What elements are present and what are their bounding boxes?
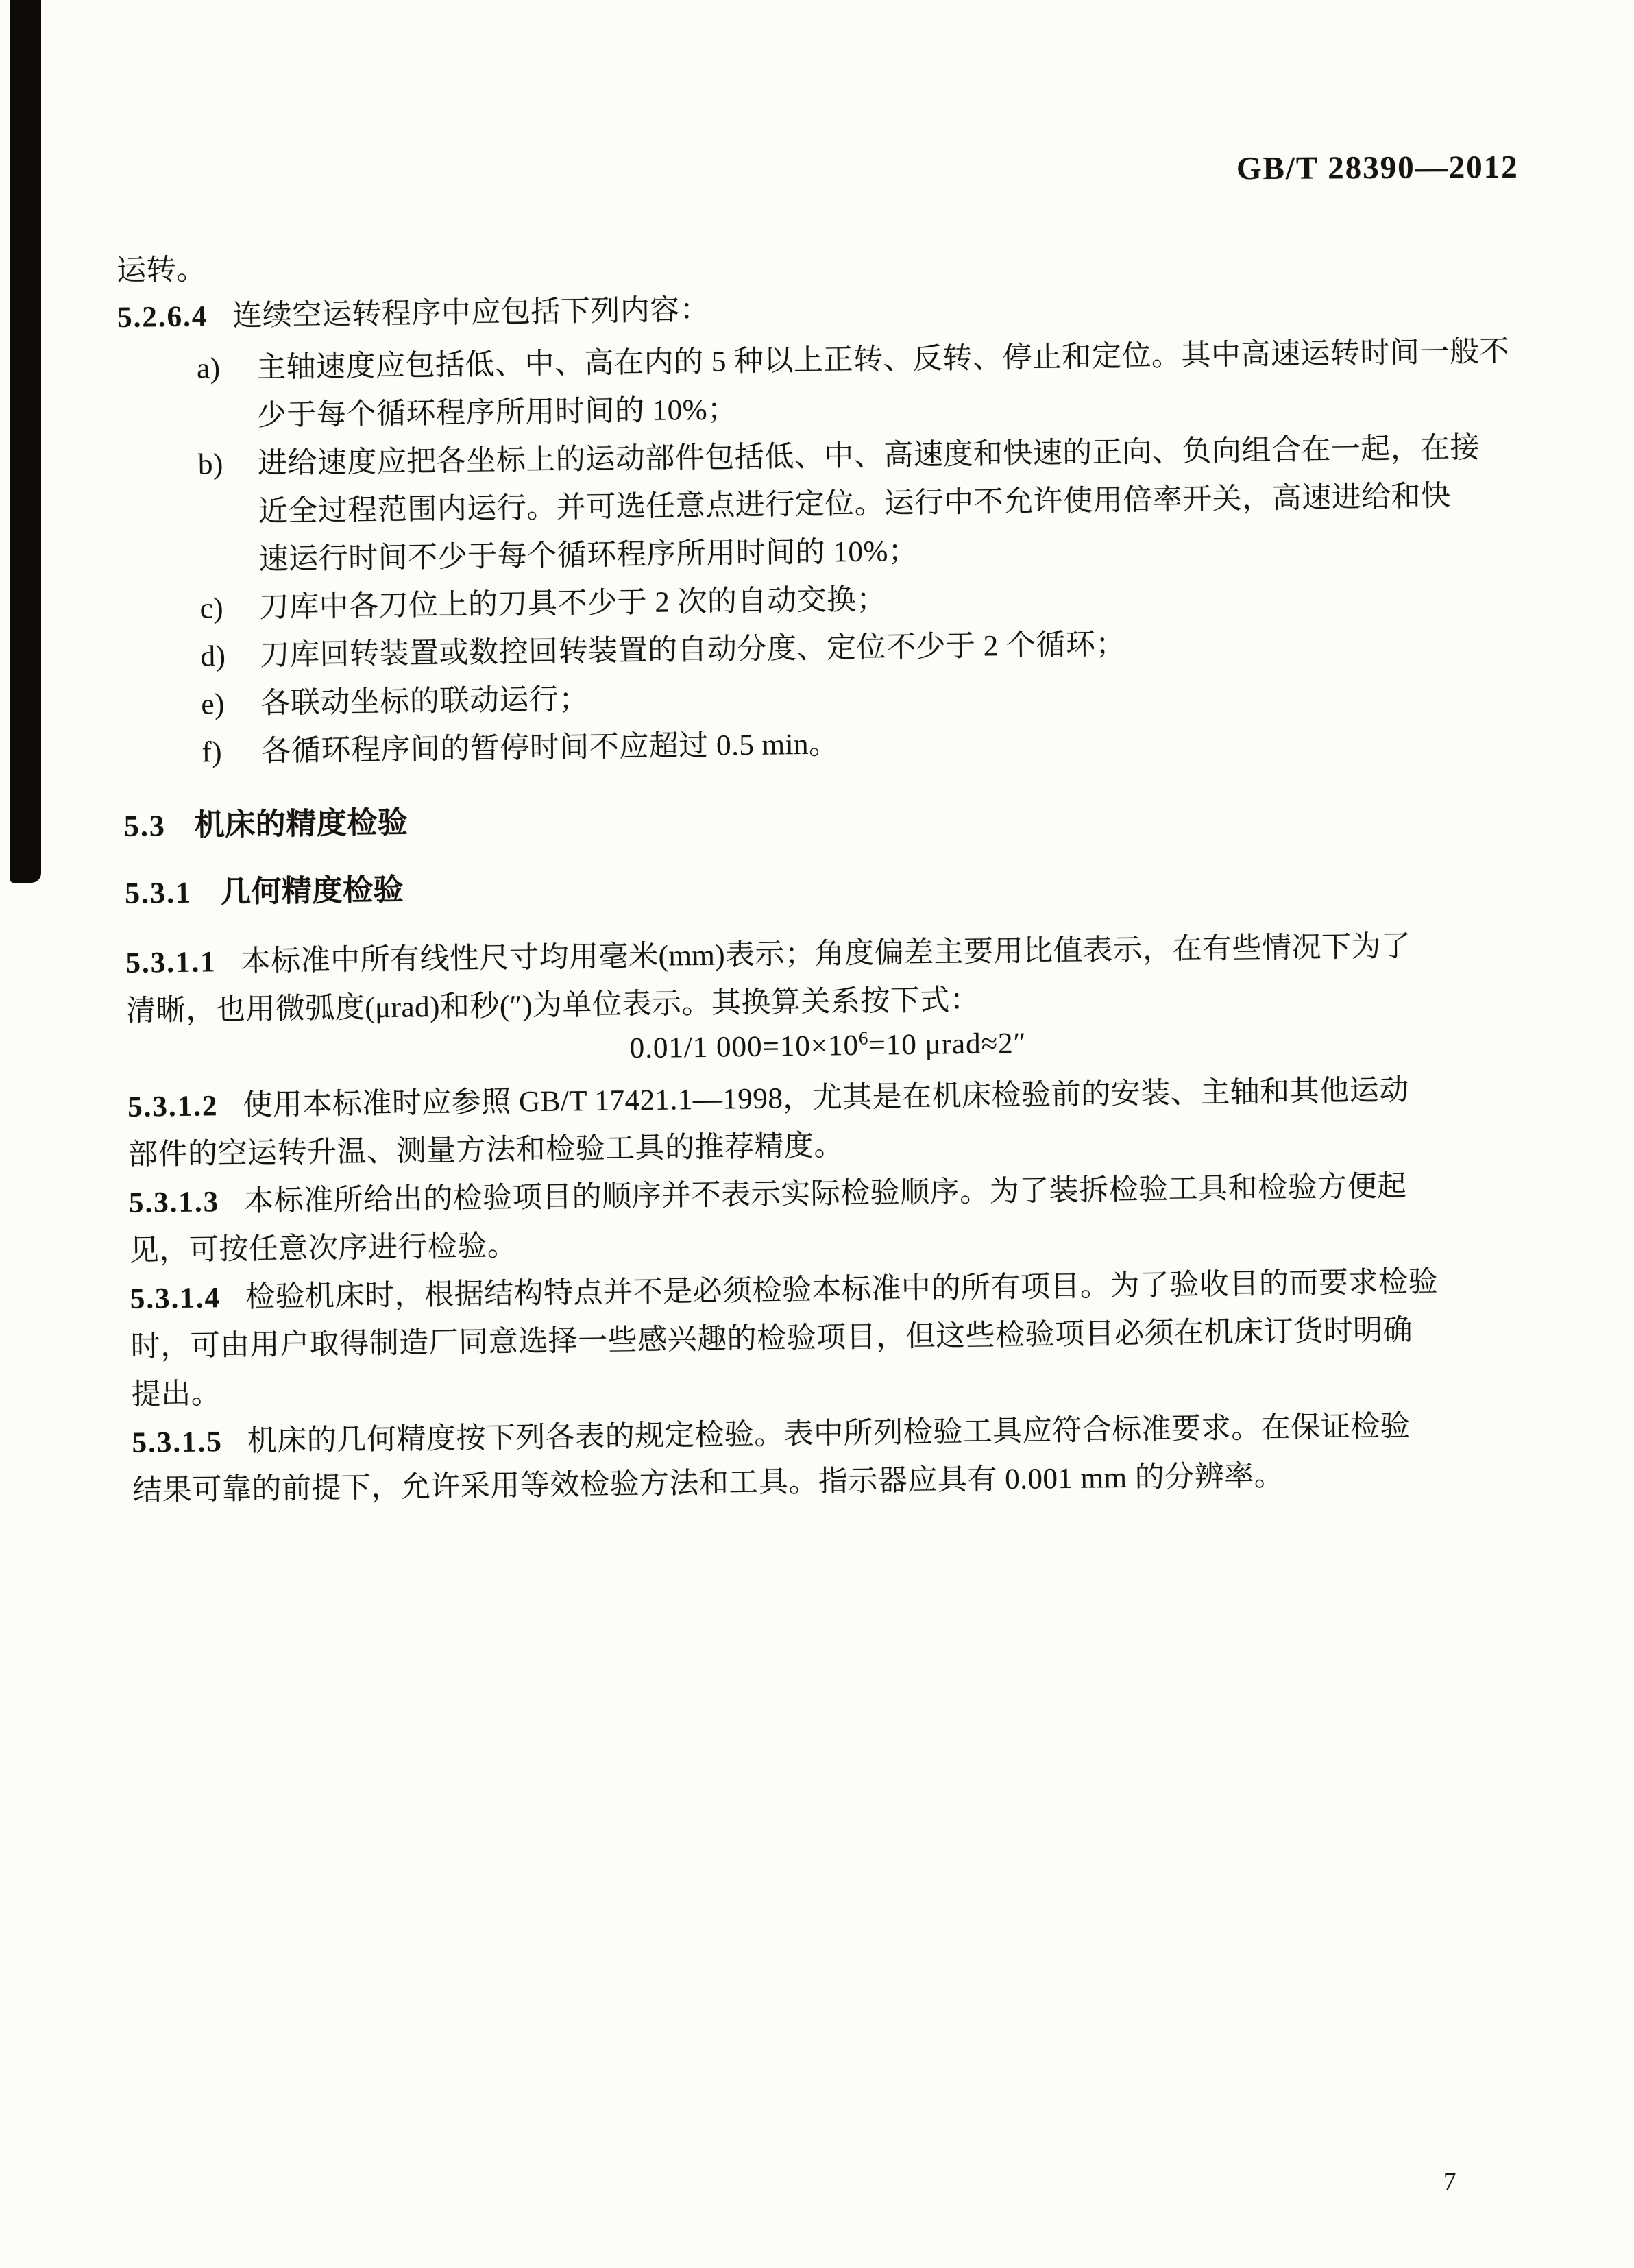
list-item-text: 少于每个循环程序所用时间的 10%； — [256, 393, 737, 432]
clause-text: 使用本标准时应参照 GB/T 17421.1—1998，尤其是在机床检验前的安装、主轴和其他运动 — [243, 1074, 1409, 1122]
section-number: 5.3.1 — [124, 875, 193, 910]
standard-code: GB/T 28390—2012 — [1236, 149, 1520, 187]
clause-title: 连续空运转程序中应包括下列内容： — [232, 293, 710, 332]
list-item-label: c) — [199, 592, 224, 625]
list-item-label: b) — [197, 448, 224, 481]
formula-suffix: =10 μrad≈2″ — [868, 1027, 1027, 1062]
list-item-label: a) — [196, 352, 221, 385]
list-item-text: 进给速度应把各坐标上的运动部件包括低、中、高速度和快速的正向、负向组合在一起，在接 — [257, 431, 1480, 480]
clause-text: 检验机床时，根据结构特点并不是必须检验本标准中的所有项目。为了验收目的而要求检验 — [245, 1265, 1439, 1314]
section-number: 5.3 — [123, 809, 167, 843]
clause-number: 5.3.1.3 — [128, 1186, 220, 1219]
clause-text-line: 见，可按任意次序进行检验。 — [129, 1230, 517, 1267]
page-number: 7 — [1443, 2168, 1456, 2196]
list-item-text: 主轴速度应包括低、中、高在内的 5 种以上正转、反转、停止和定位。其中高速运转时间一般不 — [256, 335, 1510, 385]
section-title: 几何精度检验 — [220, 873, 404, 910]
section-heading-5-3 — [123, 804, 408, 846]
clause-5-3-1-3 — [129, 1167, 1407, 1222]
clause-text: 本标准中所有线性尺寸均用毫米(mm)表示；角度偏差主要用比值表示，在有些情况下为了 — [241, 930, 1411, 978]
clause-number: 5.2.6.4 — [117, 300, 208, 334]
clause-text: 本标准所给出的检验项目的顺序并不表示实际检验顺序。为了装拆检验工具和检验方便起 — [243, 1170, 1407, 1218]
list-item-text: 各联动坐标的联动运行； — [260, 683, 589, 720]
clause-text-line: 清晰，也用微弧度(μrad)和秒(″)为单位表示。其换算关系按下式： — [126, 984, 980, 1027]
clause-number: 5.3.1.1 — [125, 946, 217, 979]
list-item-label: e) — [201, 687, 225, 721]
carryover-line: 运转。 — [116, 254, 206, 287]
list-item-label: f) — [202, 736, 223, 769]
clause-text-line: 结果可靠的前提下，允许采用等效检验方法和工具。指示器应具有 0.001 mm 的分辨率。 — [132, 1459, 1284, 1507]
list-item-text: 速运行时间不少于每个循环程序所用时间的 10%； — [258, 535, 918, 576]
clause-5-3-1-4 — [130, 1263, 1438, 1319]
list-item-text: 近全过程范围内运行。并可选任意点进行定位。运行中不允许使用倍率开关，高速进给和快 — [258, 480, 1451, 528]
clause-5-3-1-1 — [125, 927, 1411, 983]
clause-number: 5.3.1.4 — [130, 1282, 221, 1315]
clause-text: 机床的几何精度按下列各表的规定检验。表中所列检验工具应符合标准要求。在保证检验 — [247, 1410, 1411, 1458]
section-title: 机床的精度检验 — [194, 805, 408, 842]
section-heading-5-3-1 — [125, 871, 404, 913]
clause-5-3-1-5 — [132, 1407, 1410, 1462]
clause-number: 5.3.1.2 — [127, 1090, 219, 1123]
clause-5-3-1-2 — [127, 1071, 1409, 1126]
clause-text-line: 时，可由用户取得制造厂同意选择一些感兴趣的检验项目，但这些检验项目必须在机床订货时明确 — [130, 1314, 1413, 1363]
clause-text-line: 部件的空运转升温、测量方法和检验工具的推荐精度。 — [127, 1130, 844, 1171]
list-item-text: 各循环程序间的暂停时间不应超过 0.5 min。 — [261, 728, 839, 768]
formula-exponent: 6 — [858, 1027, 869, 1049]
clause-5-2-6-4 — [117, 291, 710, 337]
formula-prefix: 0.01/1 000=10×10 — [629, 1029, 859, 1065]
list-item-label: d) — [200, 639, 226, 673]
clause-number: 5.3.1.5 — [132, 1426, 223, 1459]
list-item-text: 刀库回转装置或数控回转装置的自动分度、定位不少于 2 个循环； — [260, 628, 1126, 672]
list-item-text: 刀库中各刀位上的刀具不少于 2 次的自动交换； — [259, 583, 887, 624]
clause-text-line: 提出。 — [131, 1378, 221, 1411]
